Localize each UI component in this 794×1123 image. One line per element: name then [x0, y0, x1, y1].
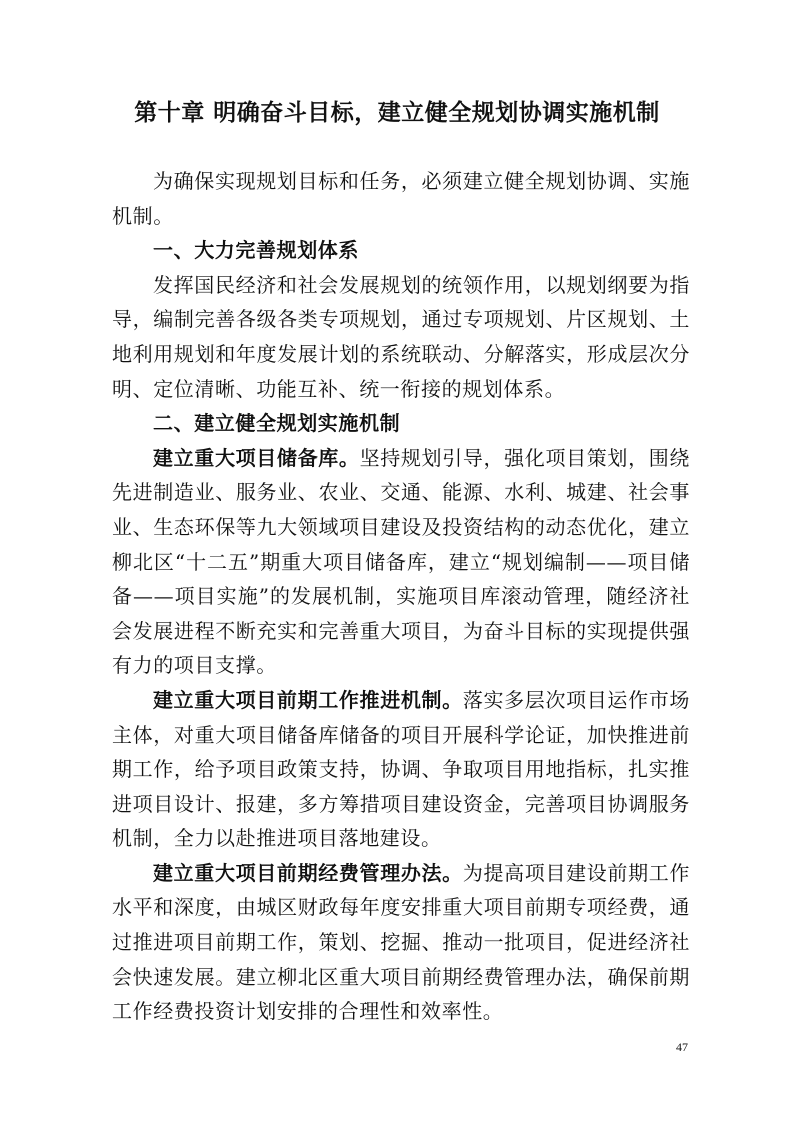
- item-2-lead: 建立重大项目前期工作推进机制。: [153, 687, 463, 712]
- intro-paragraph: 为确保实现规划目标和任务，必须建立健全规划协调、实施机制。: [112, 169, 690, 228]
- item-2-text: 落实多层次项目运作市场主体，对重大项目储备库储备的项目开展科学论证，加快推进前期工作，给予项目政策支持，协调、争取项目用地指标，扎实推进项目设计、报建，多方筹措项目建设资金，完善项目协调服务机制，全力以赴推进项目落地建设。: [112, 687, 690, 851]
- item-3-text: 为提高项目建设前期工作水平和深度，由城区财政每年度安排重大项目前期专项经费，通过推进项目前期工作，策划、挖掘、推动一批项目，促进经济社会快速发展。建立柳北区重大项目前期经费管理办法，确保前期工作经费投资计划安排的合理性和效率性。: [112, 860, 690, 1024]
- section-2-item-1: [112, 441, 690, 683]
- item-3-lead: 建立重大项目前期经费管理办法。: [153, 860, 463, 885]
- chapter-title: 第十章 明确奋斗目标，建立健全规划协调实施机制: [134, 100, 660, 126]
- section-1-heading: 一、大力完善规划体系: [153, 238, 359, 263]
- section-2-heading: 二、建立健全规划实施机制: [153, 411, 401, 436]
- section-2-item-2: [112, 683, 690, 856]
- page-number: 47: [676, 1040, 688, 1054]
- item-1-text: 坚持规划引导，强化项目策划，围绕先进制造业、服务业、农业、交通、能源、水利、城建、社会事业、生态环保等九大领域项目建设及投资结构的动态优化，建立柳北区“十二五”期重大项目储备库，建立“规划编制——项目储备——项目实施”的发展机制，实施项目库滚动管理，随经济社会发展进程不断充实和完善重大项目，为奋斗目标的实现提供强有力的项目支撑。: [112, 445, 690, 678]
- section-2-item-3: [112, 856, 690, 1029]
- document-body: [112, 164, 690, 1029]
- section-1-paragraph: 发挥国民经济和社会发展规划的统领作用，以规划纲要为指导，编制完善各级各类专项规划，通过专项规划、片区规划、土地利用规划和年度发展计划的系统联动、分解落实，形成层次分明、定位清晰、功能互补、统一衔接的规划体系。: [112, 272, 690, 401]
- item-1-lead: 建立重大项目储备库。: [153, 445, 360, 470]
